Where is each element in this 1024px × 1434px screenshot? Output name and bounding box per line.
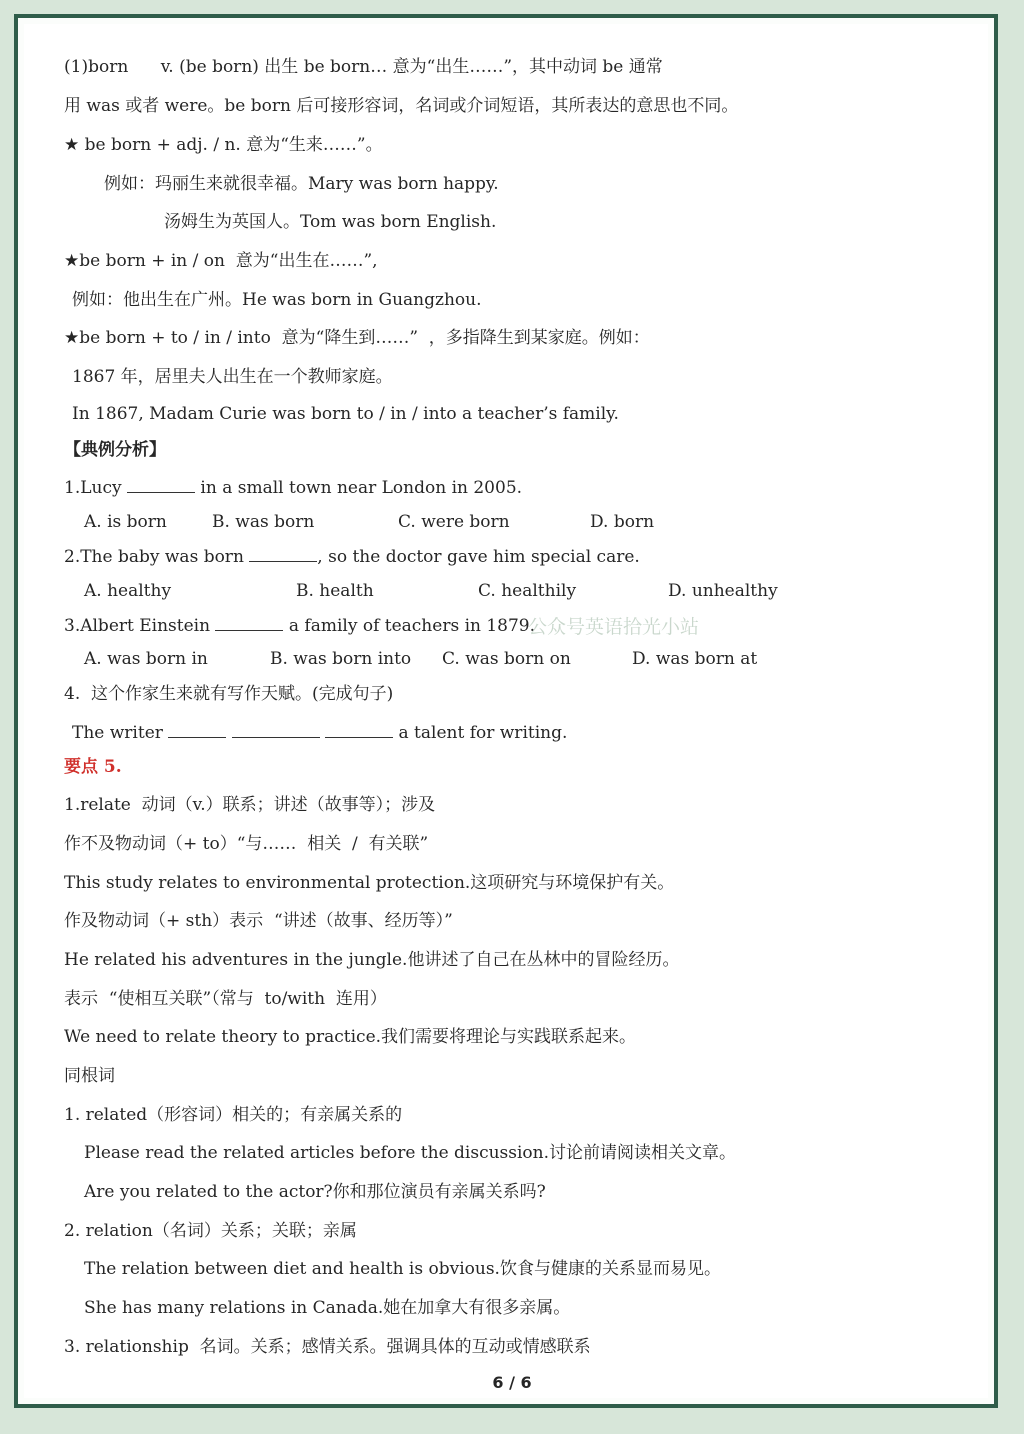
star-icon: ★ [64, 251, 80, 271]
q2-option-a: A. healthy [84, 581, 172, 601]
q2-option-b: B. health [296, 581, 374, 601]
question-4-sentence [72, 721, 567, 744]
point5-line-8: 同根词 [64, 1066, 115, 1086]
watermark: 公众号英语拾光小站 [528, 616, 700, 638]
question-2 [64, 545, 640, 568]
point5-line-4: 作及物动词（+ sth）表示 “讲述（故事、经历等）” [64, 911, 453, 931]
q3-option-c: C. was born on [442, 649, 571, 669]
answer-blank [168, 721, 226, 738]
point5-line-9: 1. related（形容词）相关的；有亲属关系的 [64, 1105, 403, 1125]
born-line-3 [64, 134, 383, 156]
q1-option-c: C. were born [398, 512, 510, 532]
question-1 [64, 476, 522, 499]
q4-stem: The writer [72, 723, 163, 743]
examples-heading: 【典例分析】 [64, 440, 166, 460]
born-line-8-text: be born + to / in / into 意为“降生到……” ，多指降生到某家庭。例如： [79, 328, 650, 348]
answer-blank [127, 476, 195, 493]
point5-line-15: 3. relationship 名词。关系；感情关系。强调具体的互动或情感联系 [64, 1337, 591, 1357]
q3-stem: 3.Albert Einstein [64, 616, 211, 636]
q1-option-d: D. born [590, 512, 655, 532]
star-icon: ★ [64, 135, 80, 155]
point5-heading: 要点 5. [64, 757, 122, 777]
point5-line-3: This study relates to environmental protection.这项研究与环境保护有关。 [64, 873, 675, 893]
answer-blank [249, 545, 317, 562]
born-line-3-text: be born + adj. / n. 意为“生来……”。 [79, 135, 383, 155]
point5-line-2: 作不及物动词（+ to）“与…… 相关 / 有关联” [64, 834, 429, 854]
q3-stem-end: a family of teachers in 1879. [288, 616, 536, 636]
born-line-9: 1867 年，居里夫人出生在一个教师家庭。 [72, 367, 393, 387]
point5-line-13: The relation between diet and health is obvious.饮食与健康的关系显而易见。 [84, 1259, 721, 1279]
page-number: 6 / 6 [492, 1373, 532, 1392]
q4-stem-end: a talent for writing. [398, 723, 568, 743]
born-line-10: In 1867, Madam Curie was born to / in / into a teacher’s family. [72, 404, 619, 424]
q2-stem-end: , so the doctor gave him special care. [317, 547, 640, 567]
point5-line-5: He related his adventures in the jungle.他讲述了自己在丛林中的冒险经历。 [64, 950, 680, 970]
question-4: 4. 这个作家生来就有写作天赋。(完成句子) [64, 684, 394, 704]
star-icon: ★ [64, 328, 80, 348]
born-line-7: 例如：他出生在广州。He was born in Guangzhou. [72, 290, 482, 310]
question-3 [64, 614, 535, 637]
q2-option-c: C. healthily [478, 581, 577, 601]
q3-option-a: A. was born in [84, 649, 208, 669]
born-line-2: 用 was 或者 were。be born 后可接形容词，名词或介词短语，其所表达的意思也不同。 [64, 96, 739, 116]
point5-line-1: 1.relate 动词（v.）联系；讲述（故事等）；涉及 [64, 795, 436, 815]
q1-stem-end: in a small town near London in 2005. [200, 478, 523, 498]
born-line-1: (1)born v. (be born) 出生 be born… 意为“出生……”，其中动词 be 通常 [64, 57, 663, 77]
point5-line-10: Please read the related articles before the discussion.讨论前请阅读相关文章。 [84, 1143, 737, 1163]
answer-blank [325, 721, 393, 738]
born-line-5: 汤姆生为英国人。Tom was born English. [164, 212, 497, 232]
born-line-8 [64, 327, 650, 349]
answer-blank [215, 614, 283, 631]
q2-stem: 2.The baby was born [64, 547, 244, 567]
answer-blank [232, 721, 320, 738]
q2-option-d: D. unhealthy [668, 581, 778, 601]
q1-stem: 1.Lucy [64, 478, 122, 498]
born-line-6 [64, 250, 378, 272]
point5-line-12: 2. relation（名词）关系；关联；亲属 [64, 1221, 357, 1241]
q3-option-d: D. was born at [632, 649, 758, 669]
q3-option-b: B. was born into [270, 649, 412, 669]
q1-option-b: B. was born [212, 512, 315, 532]
born-line-4: 例如：玛丽生来就很幸福。Mary was born happy. [104, 174, 499, 194]
point5-line-11: Are you related to the actor?你和那位演员有亲属关系吗? [84, 1182, 546, 1202]
point5-line-6: 表示 “使相互关联”（常与 to/with 连用） [64, 989, 387, 1009]
q1-option-a: A. is born [84, 512, 167, 532]
born-line-6-text: be born + in / on 意为“出生在……”, [79, 251, 378, 271]
point5-line-14: She has many relations in Canada.她在加拿大有很多亲属。 [84, 1298, 571, 1318]
point5-line-7: We need to relate theory to practice.我们需要将理论与实践联系起来。 [64, 1027, 637, 1047]
